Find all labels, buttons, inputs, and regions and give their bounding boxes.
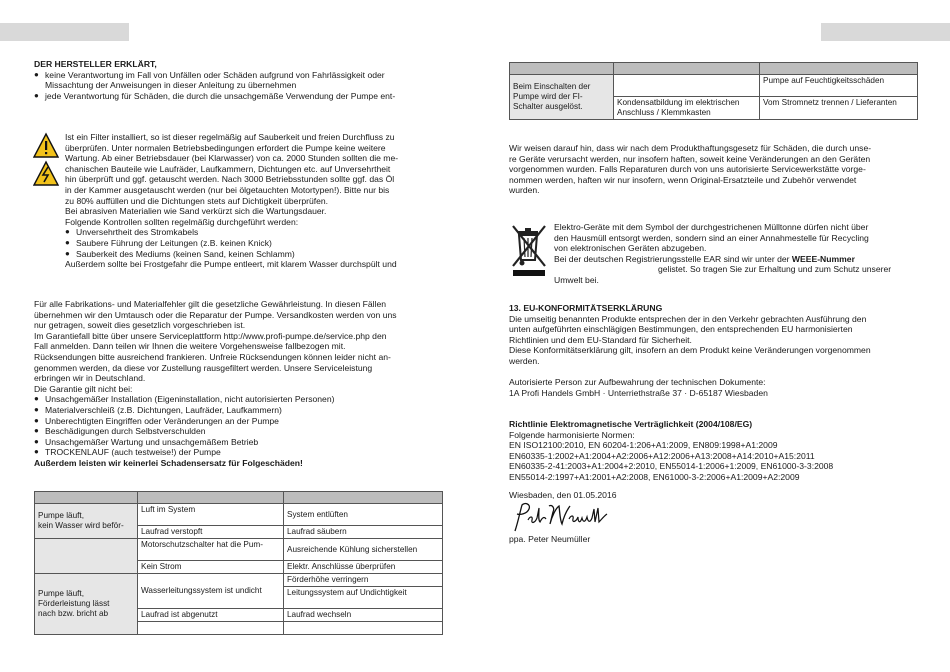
check-bullet: ● Sauberkeit des Mediums (keinen Sand, keinen Schlamm) (65, 249, 450, 260)
remedy-cell: Förderhöhe verringern (284, 574, 443, 587)
cause-cell: Luft im System (138, 504, 284, 526)
warranty-line: Im Garantiefall bitte über unsere Serviceplattform http://www.profi-pumpe.de/service.php den (34, 330, 387, 341)
maintenance-line: überprüfen. Unter normalen Betriebsbedingungen erfordert die Pumpe keine weitere (65, 142, 386, 153)
emc-heading: Richtlinie Elektromagnetische Verträglichkeit (2004/108/EG) (509, 419, 753, 429)
manufacturer-declaration (34, 59, 449, 101)
cause-cell (614, 75, 760, 97)
remedy-cell: Ausreichende Kühlung sicherstellen (284, 539, 443, 561)
maintenance-line: in der Kammer ausgetauscht werden (nur bei ölgetauchten Motortypen!). Bitte nur bis (65, 184, 390, 195)
manufacturer-bullet: ● jede Verantwortung für Schäden, die durch die unsachgemäße Verwendung der Pumpe ent- (34, 91, 449, 102)
conformity-line: werden. (509, 355, 540, 366)
remedy-cell: Elektr. Anschlüsse überprüfen (284, 561, 443, 574)
weee-line-text: Bei der deutschen Registrierungsstelle EAR sind wir unter der (554, 253, 790, 264)
warranty-exclusion: ● TROCKENLAUF (auch testweise!) der Pumpe (34, 447, 449, 458)
conformity-line: Diese Konformitätserklärung gilt, insofern an dem Produkt keine Veränderungen vorgenommen (509, 345, 871, 356)
weee-line: Umwelt bei. (554, 274, 599, 285)
liability-line: vorgenommen wurden. Falls Reparaturen durch von uns autorisierte Servicewerkstätte vorge- (509, 164, 866, 175)
place-date: Wiesbaden, den 01.05.2016 (509, 490, 617, 500)
warranty-line: genommen werden, da diese vor Zustellung rausgefiltert werden. Unsere Serviceleistung (34, 362, 373, 373)
conformity-line: Richtlinien und dem EU-Standard für Sicherheit. (509, 334, 692, 345)
weee-line: den Hausmüll entsorgt werden, sondern sind an einer Annahmestelle für Recycling (554, 232, 869, 243)
remedy-cell: Laufrad wechseln (284, 609, 443, 622)
conformity-section (509, 303, 924, 367)
liability-line: re Geräte verursacht werden, nur insofern haften, soweit keine Veränderungen an den Geräten (509, 153, 871, 164)
warranty-final-note: Außerdem leisten wir keinerlei Schadensersatz für Folgeschäden! (34, 457, 303, 468)
emc-line: EN60335-1:2002+A1:2004+A2:2006+A12:2006+A13:2008+A14:2010+A15:2011 (509, 450, 815, 461)
authorized-person (509, 377, 924, 398)
liability-section (509, 143, 919, 196)
liability-line: Wir weisen darauf hin, dass wir nach dem Produkthaftungsgesetz für Schäden, die durch unse- (509, 143, 872, 153)
table-row (35, 539, 443, 561)
conformity-line: unten aufgeführten einschlägigen Bestimmungen, den entsprechenden EU harmonisierten (509, 324, 853, 335)
weee-line (554, 254, 924, 265)
maintenance-line: Ist ein Filter installiert, so ist dieser regelmäßig auf Sauberkeit und freien Durchfluss zu (65, 132, 395, 142)
troubleshooting-table-left (34, 491, 443, 635)
maintenance-line: hin überprüft und ggf. getauscht werden. Nach 3000 Betriebsstunden sollte ggf. das Öl (65, 174, 395, 185)
weee-symbol (509, 222, 549, 278)
remedy-cell: Pumpe auf Feuchtigkeitsschäden (760, 75, 918, 97)
emc-section (509, 419, 924, 483)
warranty-exclusion: ● Unberechtigten Eingriffen oder Veränderungen an der Pumpe (34, 416, 449, 427)
cause-cell: Wasserleitungssystem ist undicht (138, 574, 284, 609)
cause-cell: Kondensatbildung im elektrischen Anschluss / Klemmkasten (614, 97, 760, 120)
maintenance-line: Folgende Kontrollen sollten regelmäßig durchgeführt werden: (65, 216, 299, 227)
cause-cell: Laufrad ist abgenutzt (138, 609, 284, 622)
remedy-cell: Leitungssystem auf Undichtigkeit (284, 587, 443, 609)
authorized-line: Autorisierte Person zur Aufbewahrung der technischen Dokumente: (509, 377, 766, 387)
remedy-cell (284, 622, 443, 635)
signature-image (509, 500, 619, 534)
signer-name: ppa. Peter Neumüller (509, 534, 591, 544)
emc-line: EN ISO12100:2010, EN 60204-1:206+A1:2009, EN809:1998+A1:2009 (509, 440, 778, 451)
warning-icons (33, 132, 59, 188)
warranty-exclusion: ● Unsachgemäßer Installation (Eigeninstallation, nicht autorisierten Personen) (34, 394, 449, 405)
table-row (510, 75, 918, 97)
conformity-heading: 13. EU-KONFORMITÄTSERKLÄRUNG (509, 303, 663, 313)
maintenance-line: Bei abrasiven Materialien wie Sand verkürzt sich die Wartungsdauer. (65, 206, 327, 217)
maintenance-line: zu 80% auffüllen und die Dichtungen stets auf Dichtigkeit überprüfen. (65, 195, 329, 206)
conformity-line: Die umseitig benannten Produkte entsprechen der in den Verkehr gebrachten Ausführung den (509, 313, 867, 324)
table-header-row (35, 492, 443, 504)
warranty-exclusion: ● Unsachgemäßer Wartung und unsachgemäßem Betrieb (34, 437, 449, 448)
remedy-cell: Laufrad säubern (284, 526, 443, 539)
weee-section (554, 222, 924, 286)
warranty-line: erbringen wir in Deutschland. (34, 373, 146, 384)
warranty-line: Fall anmelden. Dann teilen wir Ihnen die weitere Vorgehensweise fallbezogen mit. (34, 341, 346, 352)
warranty-line: Für alle Fabrikations- und Materialfehler gilt die gesetzliche Gewährleistung. In diesen Fällen (34, 299, 387, 309)
warranty-line: übernehmen wir den Umtausch oder die Reparatur der Pumpe. Versandkosten werden von uns (34, 309, 397, 320)
warranty-section (34, 299, 449, 469)
emc-line: EN55014-2:1997+A1:2001+A2:2008, EN61000-3-2:2006+A1:2009+A2:2009 (509, 471, 800, 482)
weee-line: Elektro-Geräte mit dem Symbol der durchgestrichenen Mülltonne dürfen nicht über (554, 222, 869, 232)
manufacturer-bullet: ● keine Verantwortung im Fall von Unfällen oder Schäden aufgrund von Fahrlässigkeit oder Missachtung der Anweisungen in dieser Anleitung zu übernehmen (34, 70, 449, 91)
manufacturer-heading: DER HERSTELLER ERKLÄRT, (34, 59, 157, 69)
table-header-row (510, 63, 918, 75)
maintenance-line: Außerdem sollte bei Frostgefahr die Pumpe entleert, mit klarem Wasser durchspült und (65, 259, 397, 270)
maintenance-section (65, 132, 450, 270)
remedy-cell: Vom Stromnetz trennen / Lieferanten (760, 97, 918, 120)
warranty-line: Rücksendungen bitte ausreichend frankieren. Unfreie Rücksendungen können leider nicht an- (34, 351, 391, 362)
remedy-cell: System entlüften (284, 504, 443, 526)
warranty-line: nur getragen, soweit dies gesetzlich vorgeschrieben ist. (34, 320, 246, 331)
cause-cell: Kein Strom (138, 561, 284, 574)
signature (509, 500, 619, 534)
cause-cell (138, 622, 284, 635)
liability-line: wurden. (509, 185, 540, 196)
cause-cell: Motorschutzschalter hat die Pum- (138, 539, 284, 561)
left-header-tab (0, 23, 129, 41)
problem-cell: Pumpe läuft, Förderleistung lässt nach bzw. bricht ab (35, 574, 138, 635)
crossed-bin-icon (509, 222, 549, 278)
weee-line: gelistet. So tragen Sie zur Erhaltung und zum Schutz unserer (658, 264, 892, 275)
warranty-line: Die Garantie gilt nicht bei: (34, 383, 133, 394)
authorized-line: 1A Profi Handels GmbH · Unterriethstraße 37 · D-65187 Wiesbaden (509, 387, 768, 398)
warranty-exclusion: ● Beschädigungen durch Selbstverschulden (34, 426, 449, 437)
table-row (35, 574, 443, 587)
warranty-exclusion: ● Materialverschleiß (z.B. Dichtungen, Laufräder, Laufkammern) (34, 405, 449, 416)
emc-line: EN60335-2-41:2003+A1:2004+2:2010, EN55014-1:2006+1:2009, EN61000-3-3:2008 (509, 461, 834, 472)
check-bullet: ● Saubere Führung der Leitungen (z.B. keinen Knick) (65, 238, 450, 249)
weee-line: von elektronischen Geräten abzugeben. (554, 243, 707, 254)
liability-line: nommen werden, haften wir nur insofern, wenn Original-Ersatzteile und Zubehör verwendet (509, 174, 857, 185)
caution-icon (33, 132, 59, 188)
problem-cell: Beim Einschalten der Pumpe wird der FI- Schalter ausgelöst. (510, 75, 614, 120)
table-row (35, 504, 443, 526)
problem-cell (35, 539, 138, 574)
check-bullet: ● Unversehrtheit des Stromkabels (65, 227, 450, 238)
problem-cell: Pumpe läuft, kein Wasser wird beför- (35, 504, 138, 539)
maintenance-line: chanischen Bauteile wie Laufräder, Laufkammern, Dichtungen etc. auf Unversehrtheit (65, 163, 391, 174)
cause-cell: Laufrad verstopft (138, 526, 284, 539)
weee-number-label: WEEE-Nummer (791, 253, 855, 264)
emc-line: Folgende harmonisierte Normen: (509, 429, 635, 440)
maintenance-line: Wartung. Ab einer Betriebsdauer (bei Klarwasser) von ca. 2000 Stunden sollten die me- (65, 153, 399, 164)
troubleshooting-table-right (509, 62, 918, 120)
right-header-tab (821, 23, 950, 41)
